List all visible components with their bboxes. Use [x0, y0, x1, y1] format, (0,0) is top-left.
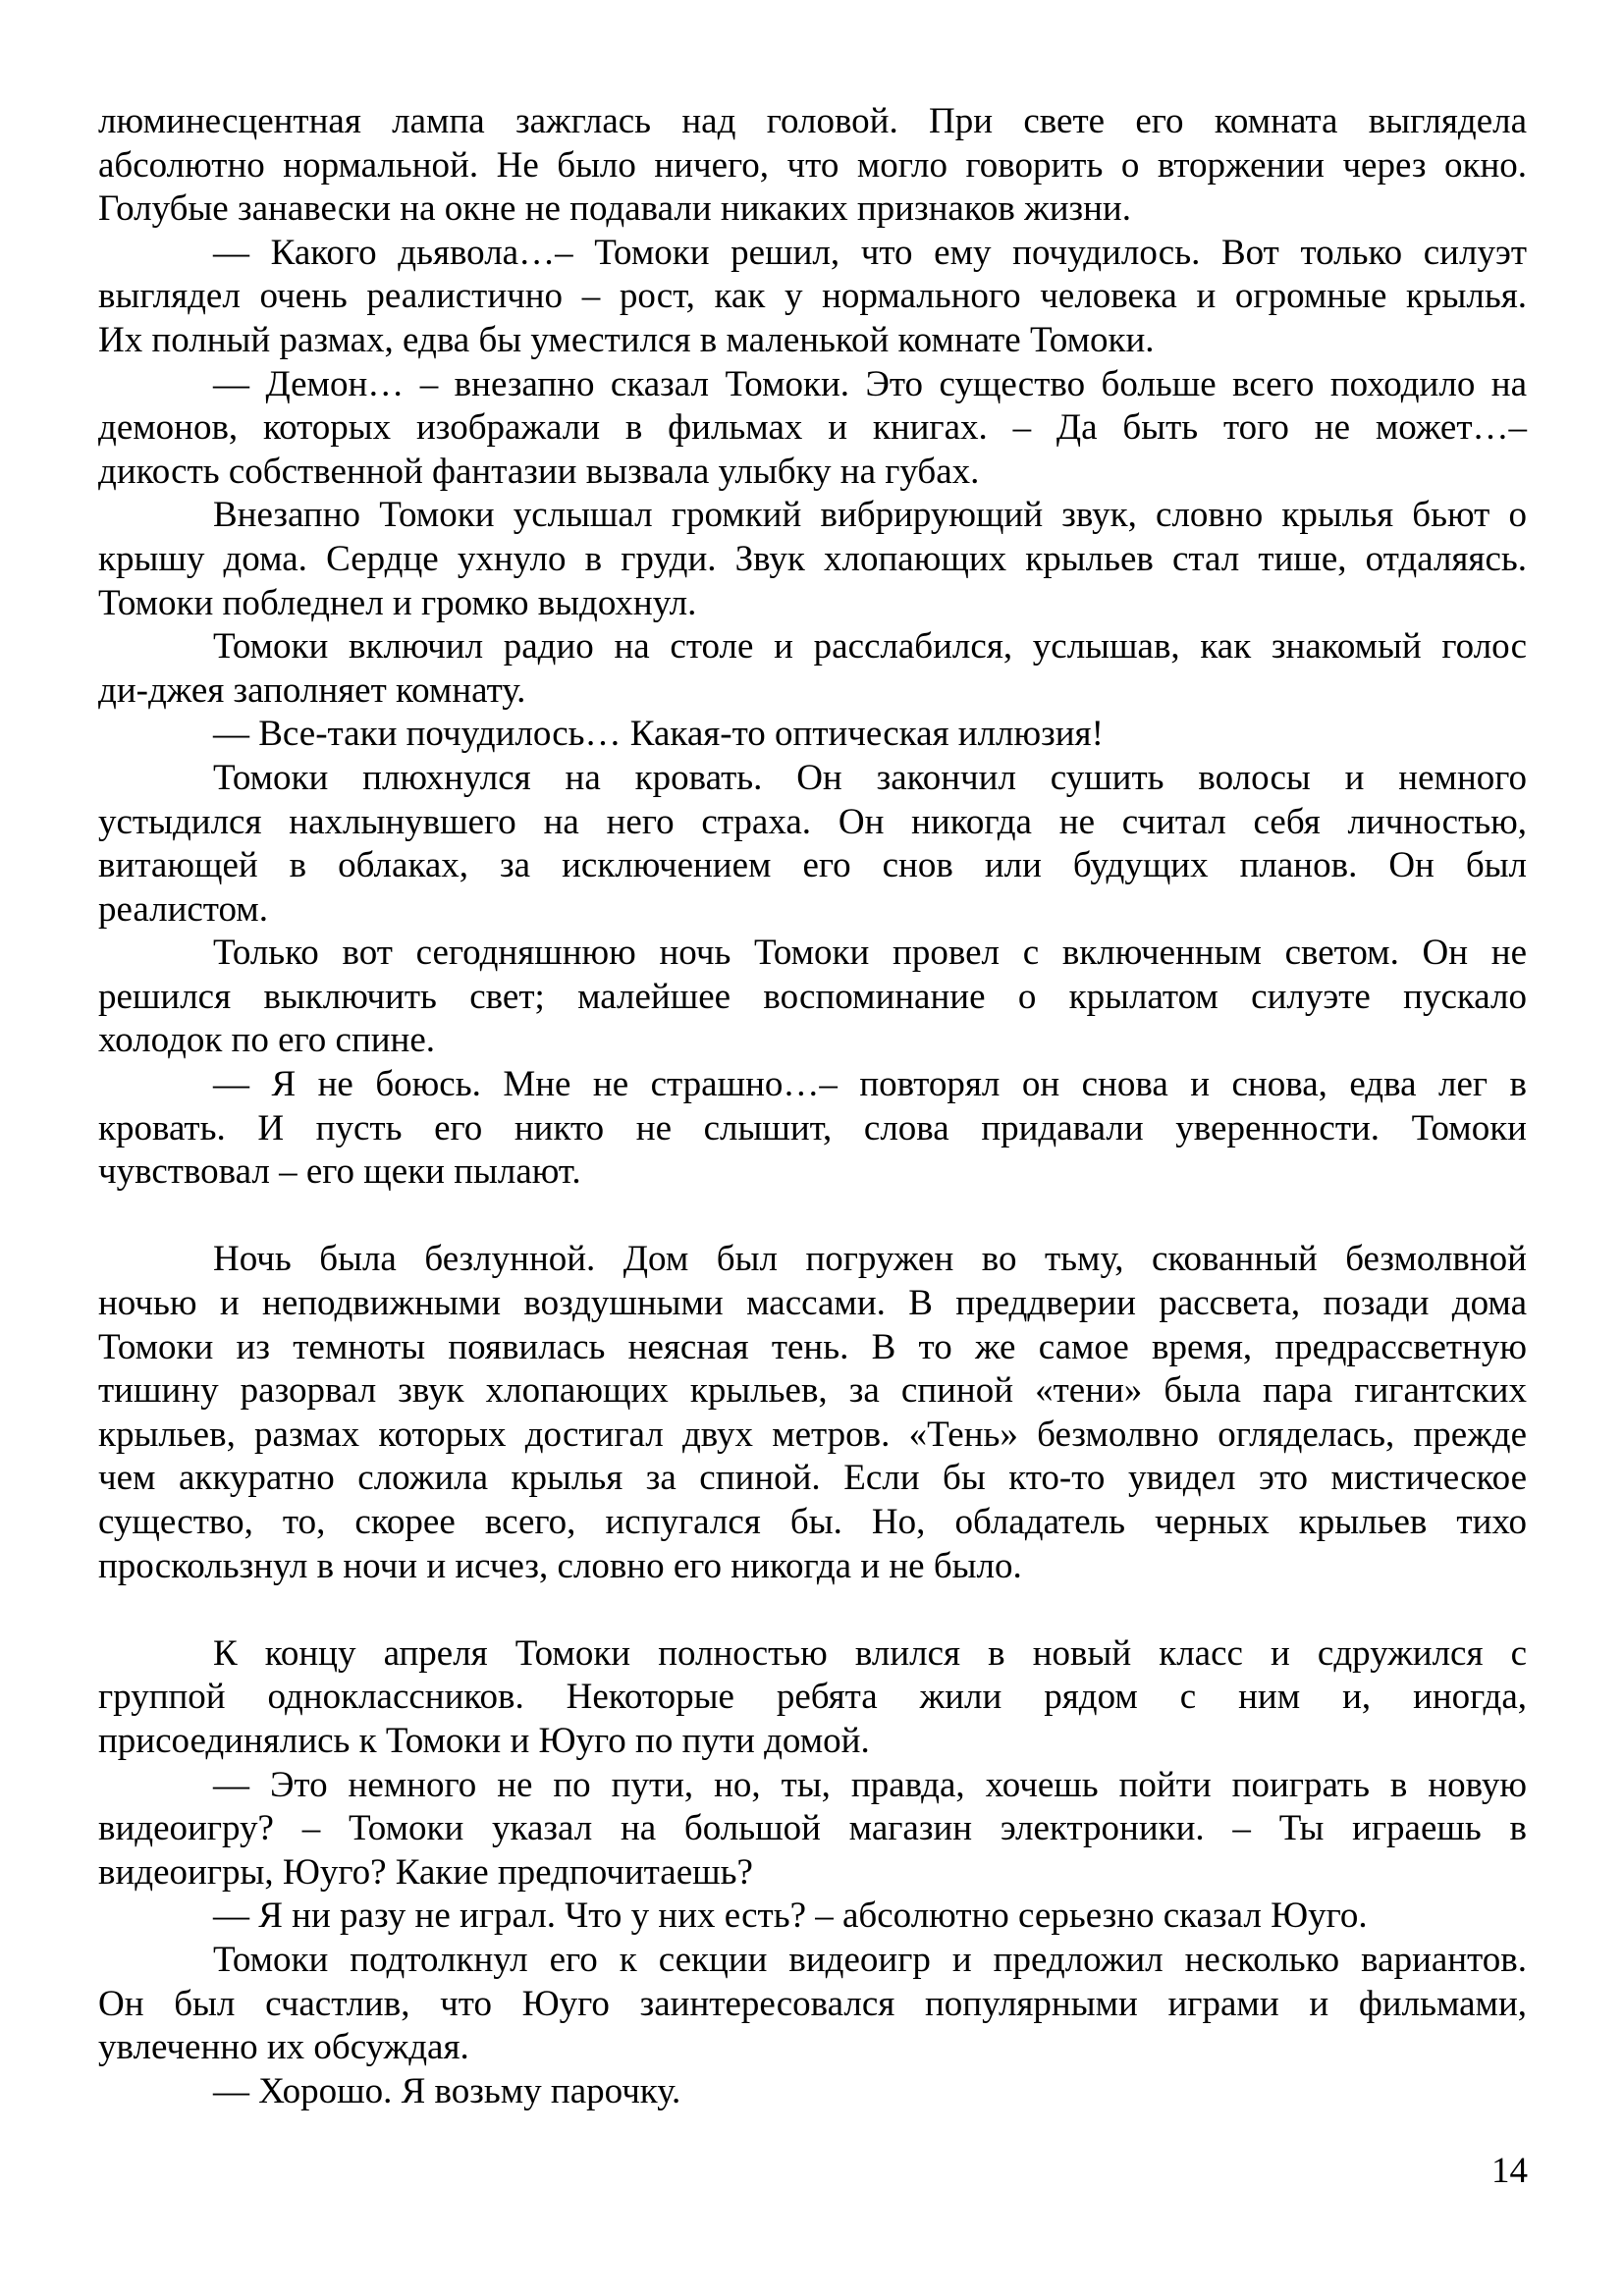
- text-line: абсолютно нормальной. Не было ничего, что могло говорить о вторжении через окно.: [98, 144, 1527, 186]
- body-text: [98, 100, 1527, 2113]
- text-line: — Какого дьявола…– Томоки решил, что ему почудилось. Вот только силуэт: [213, 232, 1527, 273]
- text-line: Он был счастлив, что Юуго заинтересовался популярными играми и фильмами,: [98, 1983, 1527, 2024]
- text-line: увлеченно их обсуждая.: [98, 2027, 469, 2068]
- text-line: чем аккуратно сложила крылья за спиной. Если бы кто-то увидел это мистическое: [98, 1458, 1527, 1499]
- text-line: — Хорошо. Я возьму парочку.: [213, 2070, 681, 2111]
- paragraph: [98, 932, 1527, 1063]
- text-line: тишину разорвал звук хлопающих крыльев, за спиной «тени» была пара гигантских: [98, 1370, 1527, 1412]
- text-line: демонов, которых изображали в фильмах и книгах. – Да быть того не может…–: [98, 407, 1527, 449]
- text-line: Томоки из темноты появилась неясная тень. В то же самое время, предрассветную: [98, 1326, 1527, 1367]
- text-line: люминесцентная лампа зажглась над головой. При свете его комната выглядела: [98, 101, 1527, 141]
- text-line: — Это немного не по пути, но, ты, правда, хочешь пойти поиграть в новую: [213, 1764, 1527, 1805]
- paragraph: [98, 713, 1527, 757]
- text-line: присоединялись к Томоки и Юуго по пути домой.: [98, 1720, 870, 1761]
- text-line: Их полный размах, едва бы уместился в маленькой комнате Томоки.: [98, 319, 1155, 360]
- text-line: крыльев, размах которых достигал двух метров. «Тень» безмолвно огляделась, прежде: [98, 1414, 1527, 1455]
- paragraph: [98, 494, 1527, 625]
- text-line: — Я не боюсь. Мне не страшно…– повторял он снова и снова, едва лег в: [213, 1064, 1527, 1105]
- section-break: [98, 1195, 1527, 1239]
- text-line: выглядел очень реалистично – рост, как у нормального человека и огромные крылья.: [98, 276, 1527, 317]
- text-line: ночью и неподвижными воздушными массами. В преддверии рассвета, позади дома: [98, 1283, 1527, 1324]
- section: [98, 1238, 1527, 1588]
- paragraph: [98, 1063, 1527, 1195]
- section-break: [98, 1588, 1527, 1632]
- paragraph: [98, 1238, 1527, 1588]
- page-number: 14: [1491, 2151, 1528, 2191]
- text-line: реалистом.: [98, 888, 268, 930]
- text-line: устыдился нахлынувшего на него страха. Он никогда не считал себя личностью,: [98, 801, 1527, 842]
- text-line: Томоки включил радио на столе и расслабился, услышав, как знакомый голос: [213, 626, 1527, 667]
- paragraph: [98, 1632, 1527, 1764]
- paragraph: [98, 100, 1527, 232]
- text-line: решился выключить свет; малейшее воспоминание о крылатом силуэте пускало: [98, 976, 1527, 1017]
- paragraph: [98, 2070, 1527, 2114]
- paragraph: [98, 625, 1527, 713]
- text-line: — Я ни разу не играл. Что у них есть? – абсолютно серьезно сказал Юуго.: [213, 1896, 1368, 1937]
- text-line: чувствовал – его щеки пылают.: [98, 1151, 581, 1193]
- text-line: Внезапно Томоки услышал громкий вибрирующий звук, словно крылья бьют о: [213, 495, 1527, 536]
- text-line: ди-джея заполняет комнату.: [98, 669, 526, 711]
- text-line: — Все-таки почудилось… Какая-то оптическая иллюзия!: [213, 714, 1104, 755]
- text-line: Ночь была безлунной. Дом был погружен во тьму, скованный безмолвной: [213, 1239, 1527, 1280]
- text-line: проскользнул в ночи и исчез, словно его никогда и не было.: [98, 1545, 1022, 1586]
- paragraph: [98, 363, 1527, 495]
- paragraph: [98, 757, 1527, 932]
- text-line: Только вот сегодняшнюю ночь Томоки провел с включенным светом. Он не: [213, 933, 1527, 974]
- text-line: Голубые занавески на окне не подавали никаких признаков жизни.: [98, 188, 1131, 230]
- text-line: Томоки побледнел и громко выдохнул.: [98, 582, 697, 623]
- text-line: видеоигру? – Томоки указал на большой магазин электроники. – Ты играешь в: [98, 1808, 1527, 1849]
- paragraph: [98, 232, 1527, 363]
- paragraph: [98, 1939, 1527, 2070]
- text-line: видеоигры, Юуго? Какие предпочитаешь?: [98, 1851, 753, 1893]
- text-line: витающей в облаках, за исключением его снов или будущих планов. Он был: [98, 845, 1527, 886]
- section: [98, 100, 1527, 1195]
- text-line: Томоки подтолкнул его к секции видеоигр и предложил несколько вариантов.: [213, 1939, 1527, 1980]
- section: [98, 1632, 1527, 2114]
- paragraph: [98, 1895, 1527, 1939]
- text-line: дикость собственной фантазии вызвала улыбку на губах.: [98, 451, 980, 492]
- text-line: холодок по его спине.: [98, 1020, 436, 1061]
- text-line: существо, то, скорее всего, испугался бы. Но, обладатель черных крыльев тихо: [98, 1502, 1527, 1542]
- text-line: крышу дома. Сердце ухнуло в груди. Звук хлопающих крыльев стал тише, отдаляясь.: [98, 538, 1527, 579]
- text-line: — Демон… – внезапно сказал Томоки. Это существо больше всего походило на: [213, 363, 1527, 404]
- text-line: кровать. И пусть его никто не слышит, слова придавали уверенности. Томоки: [98, 1107, 1527, 1148]
- paragraph: [98, 1764, 1527, 1896]
- text-line: Томоки плюхнулся на кровать. Он закончил сушить волосы и немного: [213, 757, 1527, 798]
- text-line: группой одноклассников. Некоторые ребята жили рядом с ним и, иногда,: [98, 1677, 1527, 1718]
- text-line: К концу апреля Томоки полностью влился в новый класс и сдружился с: [213, 1632, 1527, 1674]
